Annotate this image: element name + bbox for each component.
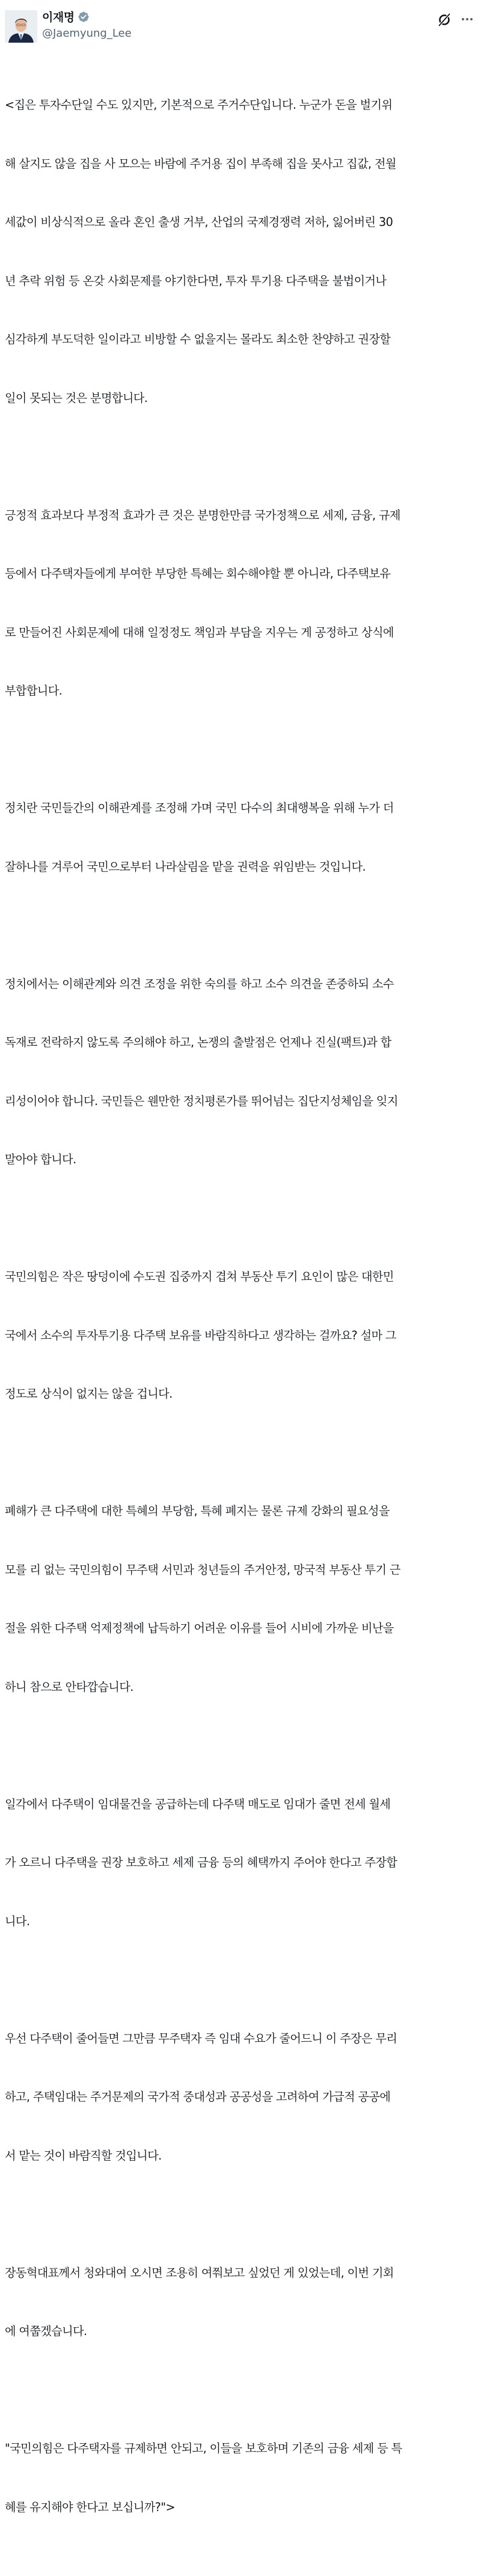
text-line: "국민의힘은 다주택자를 규제하면 안되고, 이들을 보호하며 기존의 금융 세제 등 특 — [5, 2441, 402, 2455]
text-line: 폐해가 큰 다주택에 대한 특혜의 부당함, 특혜 폐지는 물론 규제 강화의 필요성을 — [5, 1504, 390, 1518]
grok-icon[interactable] — [437, 12, 452, 28]
text-line: 세값이 비상식적으로 올라 혼인 출생 거부, 산업의 국제경쟁력 저하, 잃어버린 30 — [5, 215, 393, 229]
text-line: 년 추락 위험 등 온갖 사회문제를 야기한다면, 투자 투기용 다주택을 불법이거나 — [5, 273, 387, 288]
text-line: 우선 다주택이 줄어들면 그만큼 무주택자 즉 임대 수요가 줄어드니 이 주장은 무리 — [5, 2031, 397, 2045]
text-line: 해 살지도 않을 집을 사 모으는 바람에 주거용 집이 부족해 집을 못사고 집값, 전월 — [5, 156, 396, 171]
text-line: 일각에서 다주택이 임대물건을 공급하는데 다주택 매도로 임대가 줄면 전세 월세 — [5, 1797, 391, 1811]
text-line: 니다. — [5, 1914, 30, 1928]
text-line: 하고, 주택임대는 주거문제의 국가적 중대성과 공공성을 고려하여 가급적 공공에 — [5, 2090, 391, 2104]
tweet-paragraph — [5, 1756, 480, 1971]
text-line: 일이 못되는 것은 분명합니다. — [5, 391, 148, 405]
text-line: 정도로 상식이 없지는 않을 겁니다. — [5, 1387, 173, 1401]
text-line: 정치에서는 이해관계와 의견 조정을 위한 숙의를 하고 소수 의견을 존중하되 소수 — [5, 976, 394, 991]
text-line: 장동혁대표께서 청와대여 오시면 조용히 여쭤보고 싶었던 게 있었는데, 이번 기회 — [5, 2265, 394, 2280]
text-line: <집은 투자수단일 수도 있지만, 기본적으로 주거수단입니다. 누군가 돈을 벌기위 — [5, 98, 393, 112]
tweet-paragraph — [5, 1228, 480, 1443]
more-options-icon[interactable] — [459, 13, 475, 25]
text-line: 리성이어야 합니다. 국민들은 웬만한 정치평론가를 뛰어넘는 집단지성체임을 잊지 — [5, 1094, 398, 1108]
avatar[interactable] — [5, 10, 37, 43]
text-line: 에 여쭙겠습니다. — [5, 2324, 87, 2338]
text-line: 모를 리 없는 국민의힘이 무주택 서민과 청년들의 주거안정, 망국적 부동산 투기 근 — [5, 1562, 400, 1577]
author-display-name[interactable]: 이재명 — [42, 11, 75, 24]
tweet-paragraph — [5, 2224, 480, 2381]
text-line: 서 맡는 것이 바람직할 것입니다. — [5, 2148, 162, 2163]
tweet-paragraph — [5, 2400, 480, 2556]
text-line: 국에서 소수의 투자투기용 다주택 보유를 바람직하다고 생각하는 걸까요? 설마 그 — [5, 1328, 396, 1342]
tweet-header — [0, 0, 481, 54]
text-line: 독재로 전락하지 않도록 주의해야 하고, 논쟁의 출발점은 언제나 진실(팩트)과 합 — [5, 1035, 391, 1049]
text-line: 심각하게 부도덕한 일이라고 비방할 수 없을지는 몰라도 최소한 찬양하고 권장할 — [5, 332, 391, 346]
text-line: 하니 참으로 안타깝습니다. — [5, 1679, 133, 1694]
text-line: 로 만들어진 사회문제에 대해 일정정도 책임과 부담을 지우는 게 공정하고 상식에 — [5, 625, 394, 639]
text-line: 잘하나를 겨루어 국민으로부터 나라살림을 맡을 권력을 위임받는 것입니다. — [5, 859, 366, 874]
text-line: 말아야 합니다. — [5, 1153, 76, 1166]
author-name-row — [42, 8, 90, 25]
text-line: 긍정적 효과보다 부정적 효과가 큰 것은 분명한만큼 국가정책으로 세제, 금융, 규제 — [5, 508, 400, 522]
text-line: 혜를 유지해야 한다고 보십니까?"> — [5, 2500, 175, 2514]
avatar-photo — [5, 10, 37, 43]
text-line: 가 오르니 다주택을 권장 보호하고 세제 금융 등의 혜택까지 주어야 한다고 주장합 — [5, 1856, 397, 1869]
tweet-paragraph — [5, 467, 480, 740]
text-line: 등에서 다주택자들에게 부여한 부당한 특혜는 회수해야할 뿐 아니라, 다주택보유 — [5, 567, 391, 580]
author-handle[interactable]: @Jaemyung_Lee — [42, 27, 132, 40]
tweet-paragraph — [5, 760, 480, 916]
text-line: 절을 위한 다주택 억제정책에 납득하기 어려운 이유를 들어 시비에 가까운 비난을 — [5, 1621, 394, 1635]
text-line: 정치란 국민들간의 이해관계를 조정해 가며 국민 다수의 최대행복을 위해 누가 더 — [5, 801, 394, 815]
tweet-paragraph — [5, 1463, 480, 1736]
text-line: 국민의힘은 작은 땅덩이에 수도권 집중까지 겹쳐 부동산 투기 요인이 많은 대한민 — [5, 1270, 394, 1283]
verified-badge-icon — [78, 11, 90, 23]
text-line: 부합합니다. — [5, 684, 63, 698]
tweet-paragraph — [5, 56, 480, 447]
tweet-paragraph — [5, 936, 480, 1209]
tweet-paragraph — [5, 1990, 480, 2205]
tweet-text — [5, 56, 480, 2576]
